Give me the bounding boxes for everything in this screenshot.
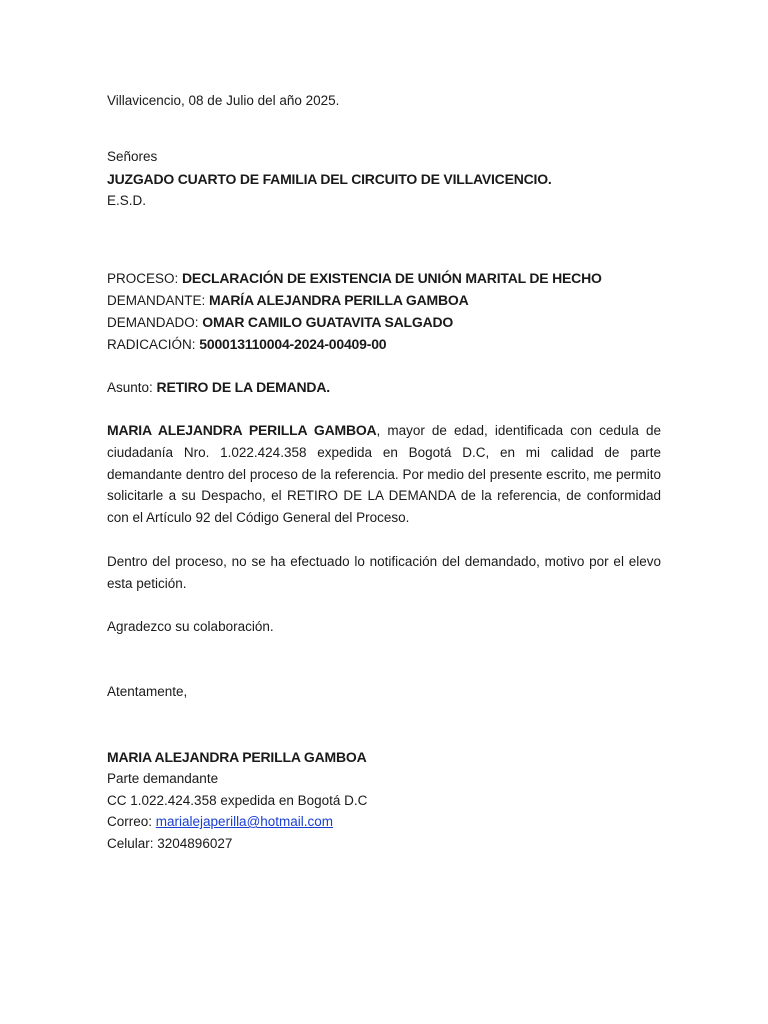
proceso-line (107, 267, 602, 290)
body-paragraph-2: Dentro del proceso, no se ha efectuado lo notificación del demandado, motivo por el elevo esta petición. (107, 554, 661, 591)
demandado-value: OMAR CAMILO GUATAVITA SALGADO (202, 314, 454, 330)
email-link[interactable]: marialejaperilla@hotmail.com (155, 814, 334, 829)
closing-line: Atentamente, (107, 684, 188, 699)
signature-phone: Celular: 3204896027 (107, 836, 233, 851)
subject-line (107, 376, 330, 399)
demandante-line (107, 289, 469, 312)
email-label: Correo: (107, 814, 156, 829)
body-paragraph-1 (107, 420, 661, 529)
demandado-line (107, 311, 453, 334)
demandante-value: MARÍA ALEJANDRA PERILLA GAMBOA (209, 292, 469, 308)
proceso-value: DECLARACIÓN DE EXISTENCIA DE UNIÓN MARITAL DE HECHO (182, 270, 602, 286)
subject-value: RETIRO DE LA DEMANDA. (156, 379, 330, 395)
radicacion-value: 500013110004-2024-00409-00 (199, 336, 387, 352)
body-paragraph-3: Agradezco su colaboración. (107, 619, 274, 634)
signature-role: Parte demandante (107, 771, 219, 786)
body-name: MARIA ALEJANDRA PERILLA GAMBOA (107, 422, 377, 438)
proceso-label: PROCESO: (107, 271, 183, 286)
date-line: Villavicencio, 08 de Julio del año 2025. (107, 93, 340, 108)
signature-name: MARIA ALEJANDRA PERILLA GAMBOA (107, 749, 367, 765)
demandante-label: DEMANDANTE: (107, 293, 210, 308)
subject-label: Asunto: (107, 380, 157, 395)
body-text-1: , mayor de edad, identificada con cedula de ciudadanía Nro. 1.022.424.358 expedida en Bogotá D.C, en mi calidad de parte demandante dentro del proceso de la referencia. Por medio del presente escrito, me permito solicitarle a su Despacho, el RETIRO DE LA DEMANDA de la referencia, de conformidad con el Artículo 92 del Código General del Proceso. (107, 423, 661, 526)
demandado-label: DEMANDADO: (107, 315, 203, 330)
court-name: JUZGADO CUARTO DE FAMILIA DEL CIRCUITO DE VILLAVICENCIO. (107, 171, 552, 187)
radicacion-line (107, 333, 386, 356)
esd-line: E.S.D. (107, 193, 147, 208)
signature-id: CC 1.022.424.358 expedida en Bogotá D.C (107, 793, 368, 808)
salutation: Señores (107, 149, 158, 164)
signature-email-line (107, 811, 333, 833)
radicacion-label: RADICACIÓN: (107, 337, 200, 352)
